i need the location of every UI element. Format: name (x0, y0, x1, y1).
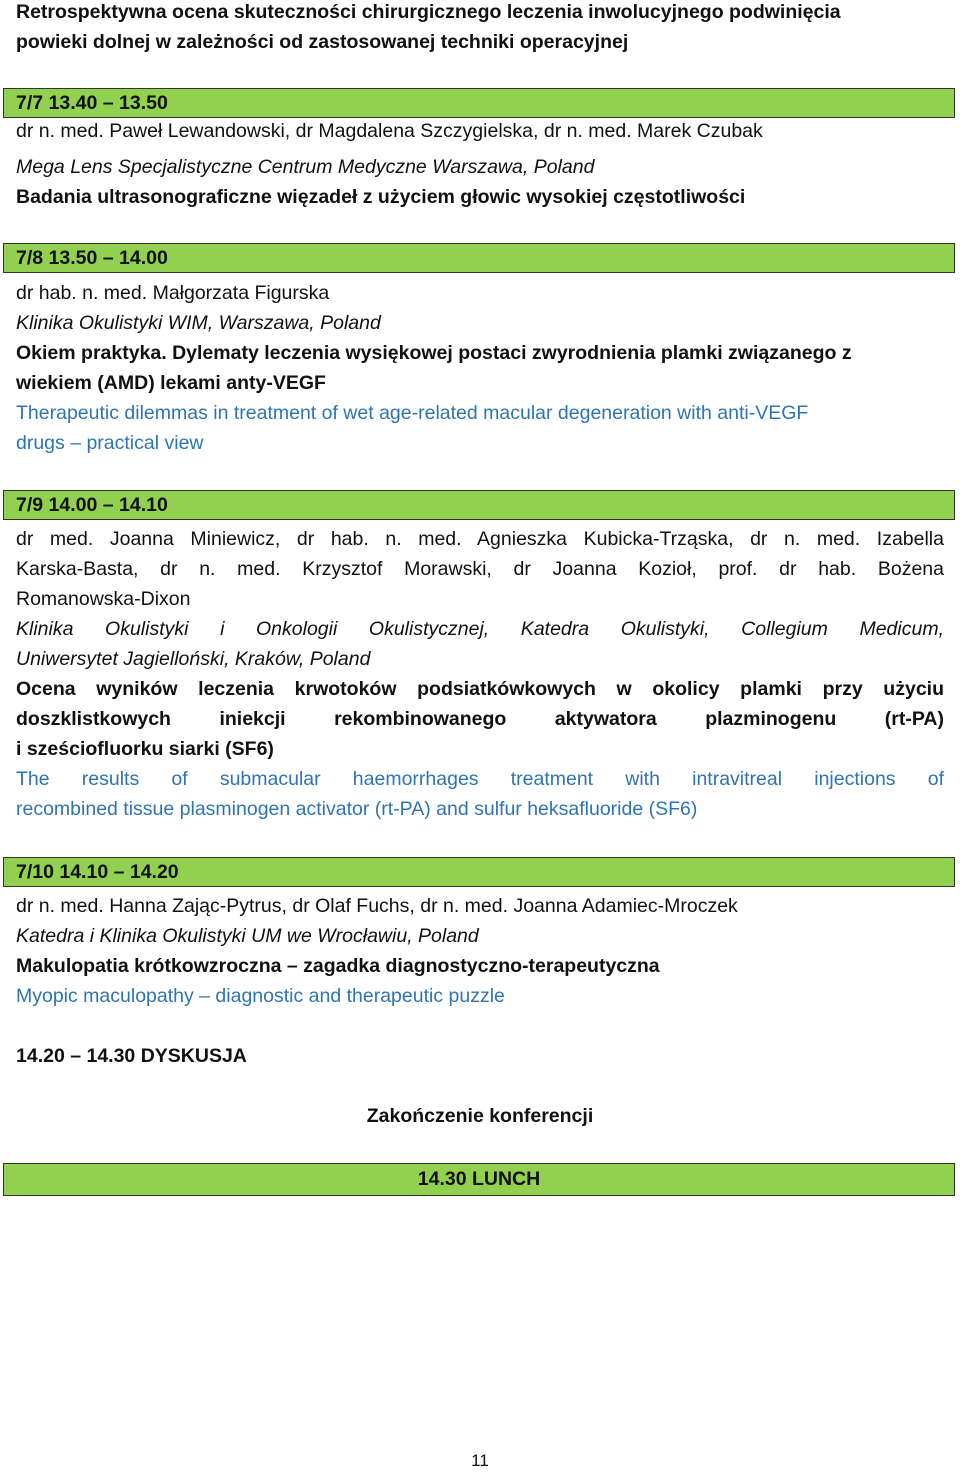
talk-title-pl: Badania ultrasonograficzne więzadeł z użyciem głowic wysokiej częstotliwości (16, 186, 746, 208)
talk-title-pl: wiekiem (AMD) lekami anty-VEGF (16, 372, 326, 394)
talk-title-pl: doszklistkowych iniekcji rekombinowanego aktywatora plazminogenu (rt-PA) (16, 708, 944, 730)
session-time: 7/7 13.40 – 13.50 (16, 92, 168, 114)
session-bar-7-10 (3, 857, 955, 887)
affiliation: Uniwersytet Jagielloński, Kraków, Poland (16, 648, 371, 670)
talk-title-en: The results of submacular haemorrhages treatment with intravitreal injections of (16, 768, 944, 790)
affiliation: Klinika Okulistyki i Onkologii Okulistycznej, Katedra Okulistyki, Collegium Medicum, (16, 618, 944, 640)
authors: Karska-Basta, dr n. med. Krzysztof Morawski, dr Joanna Kozioł, prof. dr hab. Bożena (16, 558, 944, 580)
talk-title-en: Therapeutic dilemmas in treatment of wet age-related macular degeneration with anti-VEGF (16, 402, 809, 424)
affiliation: Katedra i Klinika Okulistyki UM we Wrocławiu, Poland (16, 925, 479, 947)
header-line-1: Retrospektywna ocena skuteczności chirurgicznego leczenia inwolucyjnego podwinięcia (16, 1, 841, 23)
authors: dr med. Joanna Miniewicz, dr hab. n. med. Agnieszka Kubicka-Trząska, dr n. med. Izabella (16, 528, 944, 550)
authors: dr n. med. Paweł Lewandowski, dr Magdalena Szczygielska, dr n. med. Marek Czubak (16, 120, 763, 142)
talk-title-pl: Okiem praktyka. Dylematy leczenia wysiękowej postaci zwyrodnienia plamki związanego z (16, 342, 852, 364)
talk-title-pl: Makulopatia krótkowzroczna – zagadka diagnostyczno-terapeutyczna (16, 955, 660, 977)
affiliation: Mega Lens Specjalistyczne Centrum Medyczne Warszawa, Poland (16, 156, 595, 178)
talk-title-pl: i sześciofluorku siarki (SF6) (16, 738, 274, 760)
session-bar-7-8 (3, 243, 955, 273)
session-time: 7/10 14.10 – 14.20 (16, 861, 179, 883)
talk-title-en: drugs – practical view (16, 432, 204, 454)
authors: Romanowska-Dixon (16, 588, 191, 610)
talk-title-en: recombined tissue plasminogen activator (rt-PA) and sulfur heksafluoride (SF6) (16, 798, 698, 820)
lunch-bar (3, 1163, 955, 1196)
authors: dr hab. n. med. Małgorzata Figurska (16, 282, 330, 304)
session-time: 7/9 14.00 – 14.10 (16, 494, 168, 516)
discussion: 14.20 – 14.30 DYSKUSJA (16, 1045, 247, 1067)
conference-closing: Zakończenie konferencji (366, 1105, 594, 1127)
page-number: 11 (471, 1451, 489, 1470)
lunch-label: 14.30 LUNCH (417, 1168, 541, 1190)
affiliation: Klinika Okulistyki WIM, Warszawa, Poland (16, 312, 381, 334)
session-time: 7/8 13.50 – 14.00 (16, 247, 168, 269)
session-bar-7-9 (3, 490, 955, 520)
talk-title-en: Myopic maculopathy – diagnostic and therapeutic puzzle (16, 985, 505, 1007)
session-bar-7-7 (3, 88, 955, 118)
authors: dr n. med. Hanna Zając-Pytrus, dr Olaf Fuchs, dr n. med. Joanna Adamiec-Mroczek (16, 895, 738, 917)
talk-title-pl: Ocena wyników leczenia krwotoków podsiatkówkowych w okolicy plamki przy użyciu (16, 678, 944, 700)
header-line-2: powieki dolnej w zależności od zastosowanej techniki operacyjnej (16, 31, 629, 53)
